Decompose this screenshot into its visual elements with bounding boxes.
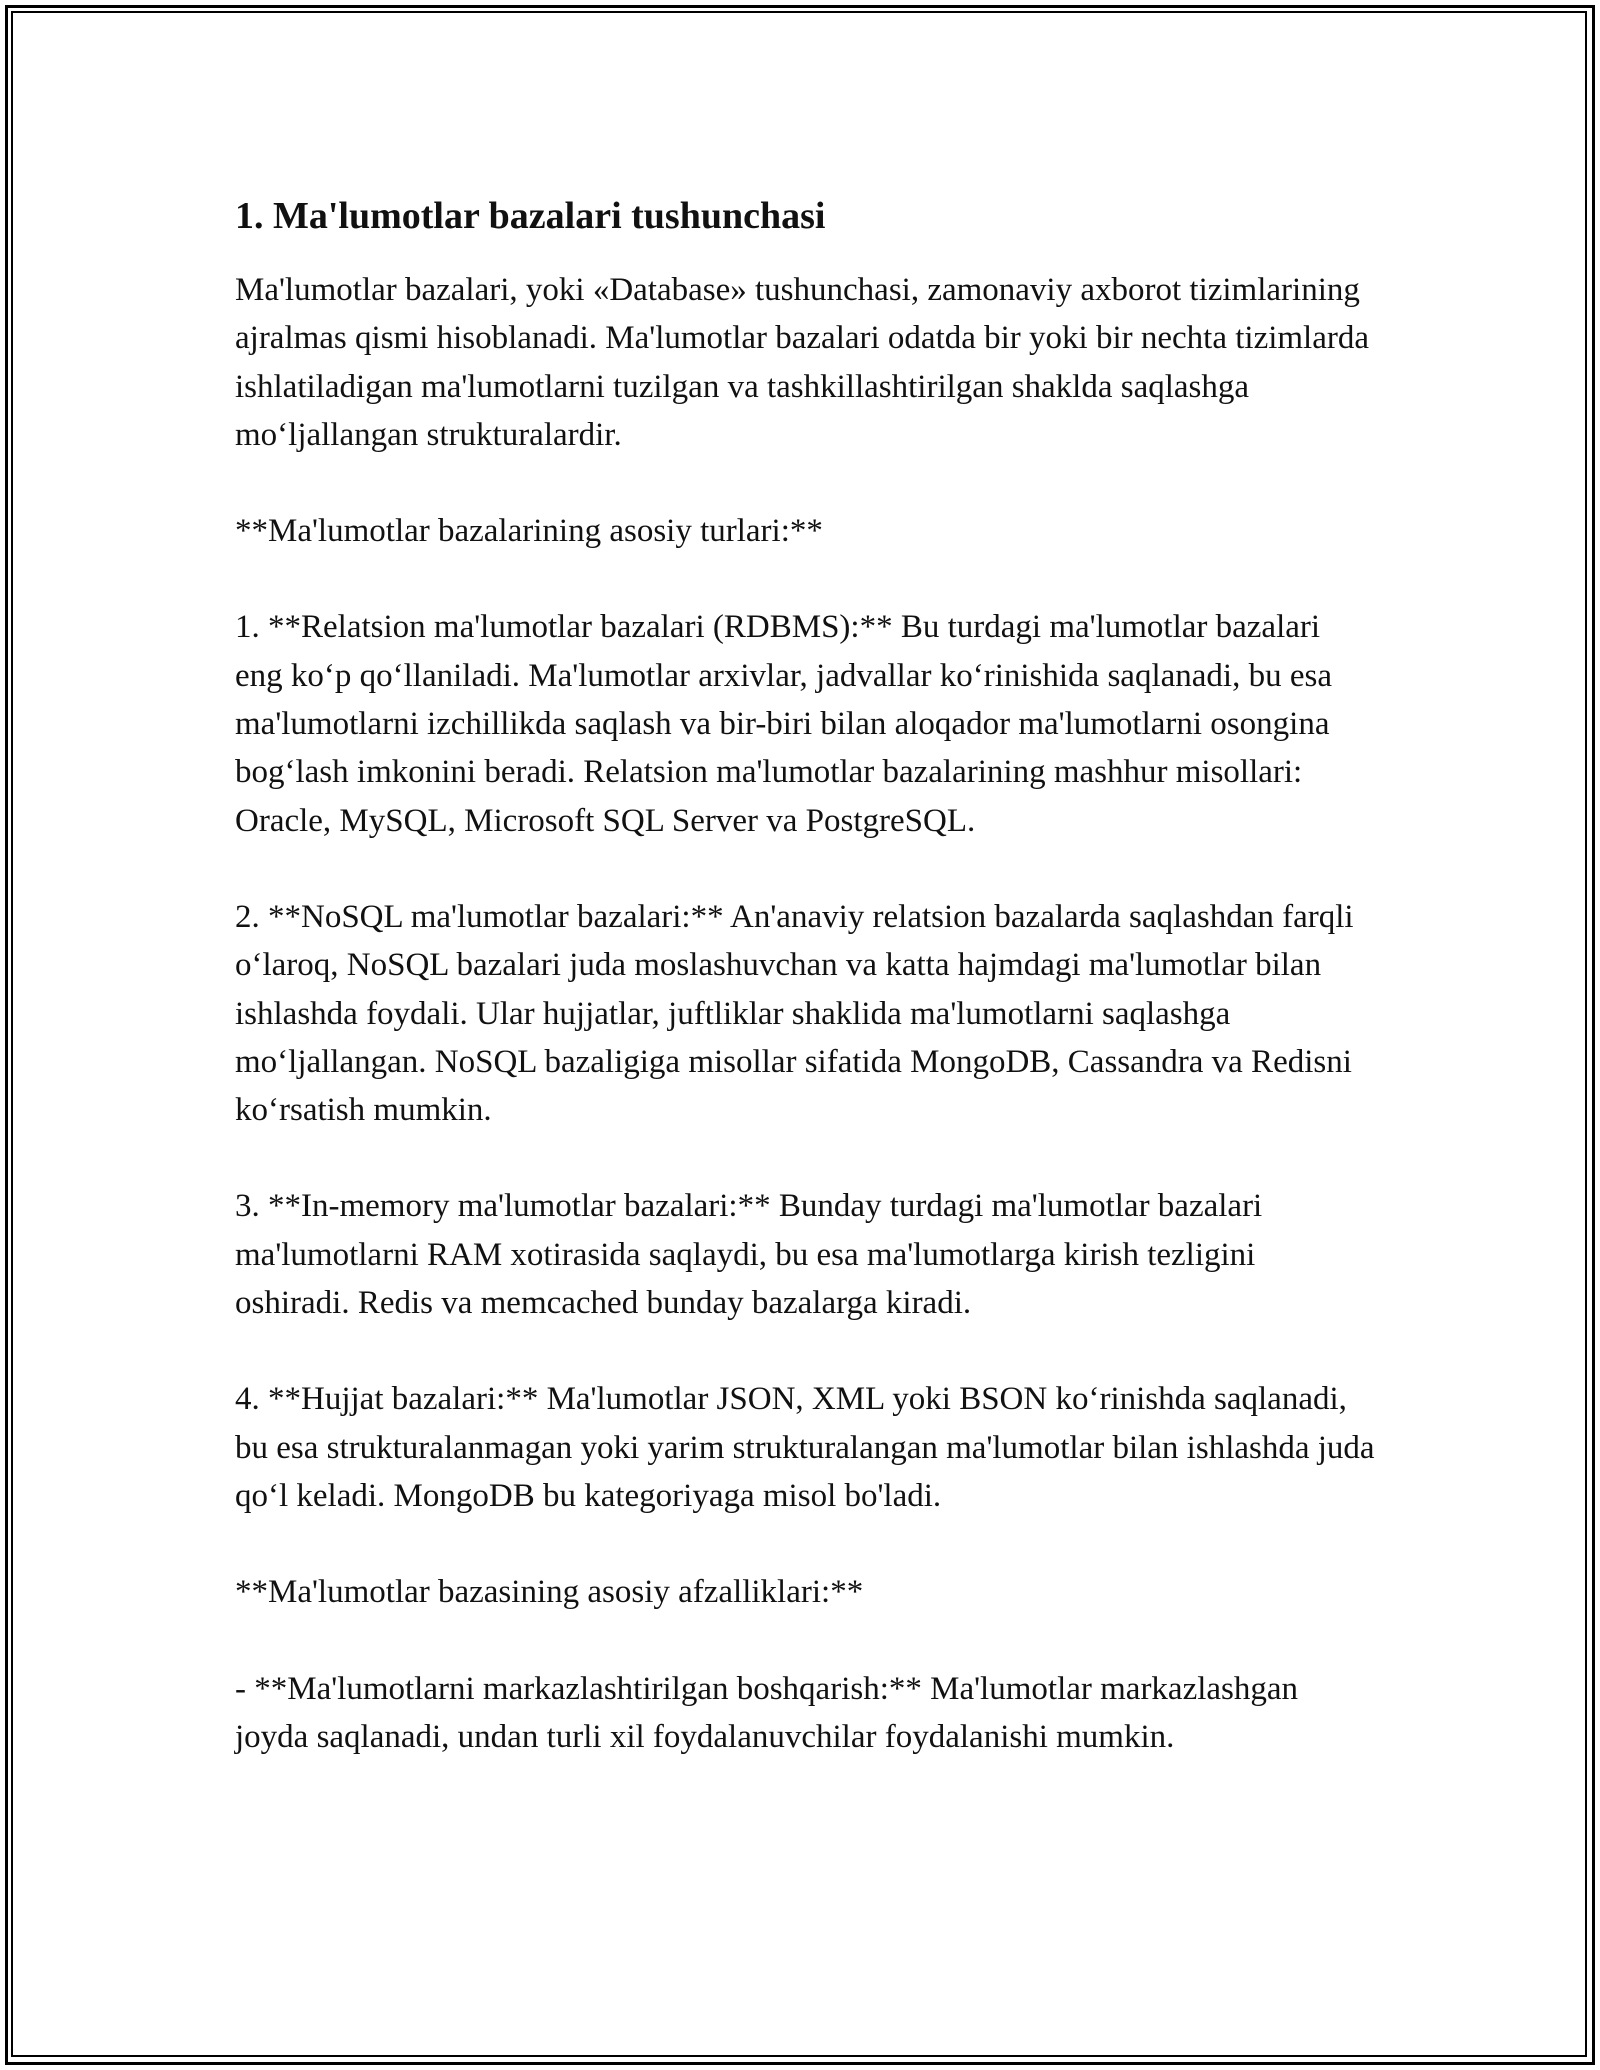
list-item-rdbms: 1. **Relatsion ma'lumotlar bazalari (RDBMS):** Bu turdagi ma'lumotlar bazalari eng koʻp qoʻllaniladi. Ma'lumotlar arxivlar, jadvallar koʻrinishida saqlanadi, bu esa ma'lumotlarni izchillikda saqlash va bir-biri bilan aloqador ma'lumotlarni osongina bogʻlash imkonini beradi. Relatsion ma'lumotlar bazalarining mashhur misollari: Oracle, MySQL, Microsoft SQL Server va PostgreSQL. — [235, 609, 1332, 839]
list-item-in-memory: 3. **In-memory ma'lumotlar bazalari:** Bunday turdagi ma'lumotlar bazalari ma'lumotlarni RAM xotirasida saqlaydi, bu esa ma'lumotlarga kirish tezligini oshiradi. Redis va memcached bunday bazalarga kiradi. — [235, 1188, 1263, 1322]
list-item-nosql: 2. **NoSQL ma'lumotlar bazalari:** An'anaviy relatsion bazalarda saqlashdan farqli oʻlaroq, NoSQL bazalari juda moslashuvchan va katta hajmdagi ma'lumotlar bilan ishlashda foydali. Ular hujjatlar, juftliklar shaklida ma'lumotlarni saqlashga moʻljallangan. NoSQL bazaligiga misollar sifatida MongoDB, Cassandra va Redisni koʻrsatish mumkin. — [235, 898, 1354, 1129]
document-title: 1. Ma'lumotlar bazalari tushunchasi — [235, 195, 826, 237]
types-heading: **Ma'lumotlar bazalarining asosiy turlari:** — [235, 513, 823, 550]
list-item-centralized: - **Ma'lumotlarni markazlashtirilgan boshqarish:** Ma'lumotlar markazlashgan joyda saqlanadi, undan turli xil foydalanuvchilar foydalanishi mumkin. — [235, 1670, 1299, 1755]
advantages-heading: **Ma'lumotlar bazasining asosiy afzalliklari:** — [235, 1574, 864, 1611]
intro-paragraph: Ma'lumotlar bazalari, yoki «Database» tushunchasi, zamonaviy axborot tizimlarining ajralmas qismi hisoblanadi. Ma'lumotlar bazalari odatda bir yoki bir nechta tizimlarda ishlatiladigan ma'lumotlarni tuzilgan va tashkillashtirilgan shaklda saqlashga moʻljallangan strukturalardir. — [235, 272, 1370, 453]
document-body — [235, 190, 1375, 1761]
list-item-document-db: 4. **Hujjat bazalari:** Ma'lumotlar JSON, XML yoki BSON koʻrinishda saqlanadi, bu esa strukturalanmagan yoki yarim strukturalangan ma'lumotlar bilan ishlashda juda qoʻl keladi. MongoDB bu kategoriyaga misol bo'ladi. — [235, 1381, 1375, 1514]
